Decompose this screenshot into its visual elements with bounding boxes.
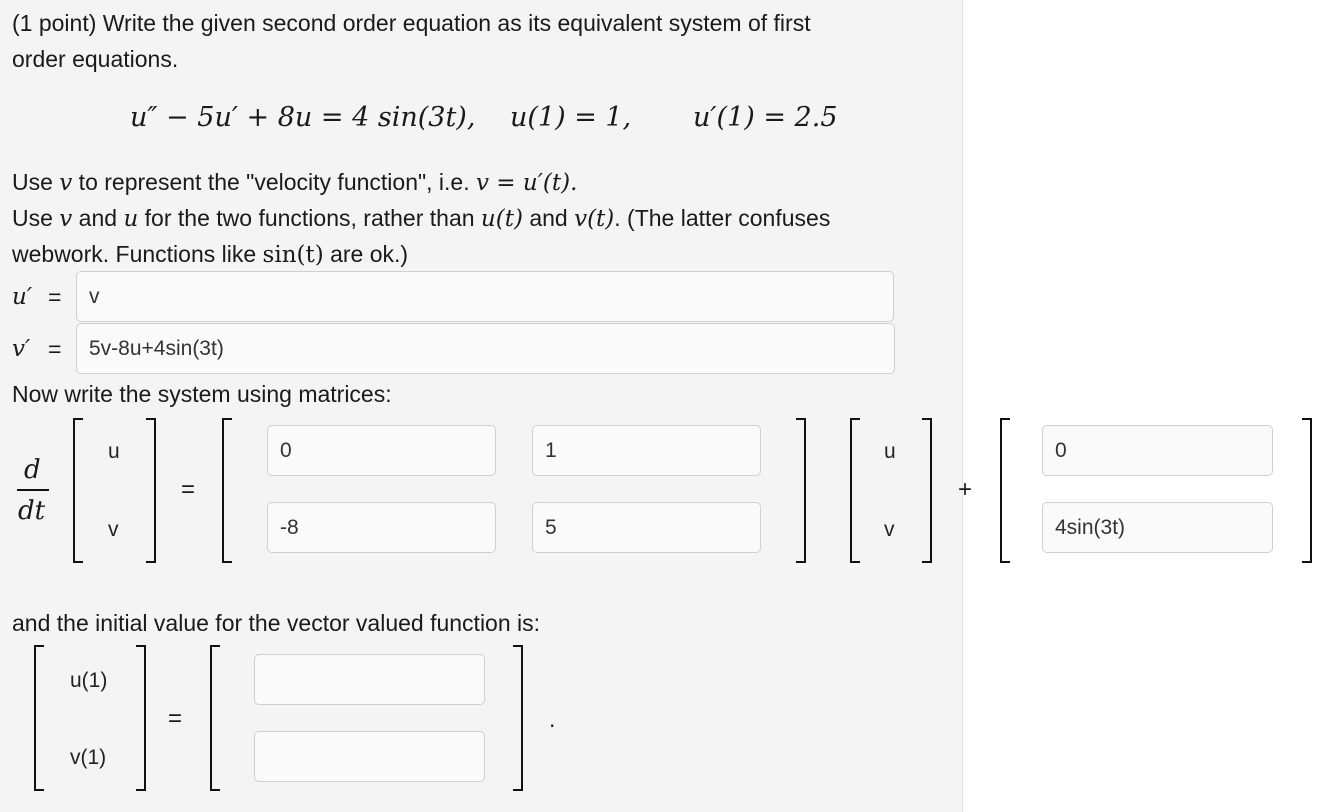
rhs-bracket-left [850, 418, 860, 563]
forcing-2-input[interactable] [1042, 502, 1273, 553]
initial-u1-input[interactable] [254, 654, 485, 705]
v-prime-label: v′ [12, 336, 31, 362]
ode-equation: u″ − 5u′ + 8u = 4 sin(3t), [130, 102, 476, 133]
instruction-line2 [12, 203, 830, 234]
instruction-line1 [12, 167, 577, 198]
derivative-denominator: dt [18, 496, 46, 526]
instr2-and: and [72, 205, 124, 231]
rhs-vector-u: u [884, 440, 896, 463]
matrix-bracket-left [222, 418, 232, 563]
fraction-bar [17, 489, 49, 491]
instr2-ut: u(t) [480, 206, 523, 232]
instr2-u: u [123, 206, 139, 232]
instruction-line3 [12, 239, 408, 270]
instr2-v: v [59, 206, 73, 232]
instr1-text-b: to represent the "velocity function", i.e. [72, 169, 476, 195]
forcing-bracket-left [1000, 418, 1010, 563]
instr2-text-b: for the two functions, rather than [138, 205, 481, 231]
initial-condition-uprime: u′(1) = 2.5 [693, 102, 838, 133]
matrix-a22-input[interactable] [532, 502, 761, 553]
instr1-text-a: Use [12, 169, 60, 195]
u-prime-label: u′ [12, 284, 33, 310]
instr2-text-c: . (The latter confuses [614, 205, 831, 231]
lhs-vector-v: v [108, 518, 119, 541]
initial-v1-input[interactable] [254, 731, 485, 782]
lhs-bracket-left [73, 418, 83, 563]
lhs-vector-u: u [108, 440, 120, 463]
forcing-1-input[interactable] [1042, 425, 1273, 476]
derivative-numerator: d [24, 455, 41, 485]
initial-condition-u: u(1) = 1, [510, 102, 632, 133]
initial-heading: and the initial value for the vector valued function is: [12, 610, 541, 636]
instr2-text-a: Use [12, 205, 60, 231]
matrix-a12-input[interactable] [532, 425, 761, 476]
initial-lhs-bracket-left [34, 645, 44, 791]
plus-sign: + [958, 476, 973, 503]
matrix-a11-input[interactable] [267, 425, 496, 476]
matrix-equals: = [181, 476, 196, 503]
rhs-vector-v: v [884, 518, 895, 541]
instr1-v: v [59, 170, 73, 196]
u-prime-input[interactable] [76, 271, 894, 322]
v-prime-input[interactable] [76, 323, 895, 374]
initial-label-v1: v(1) [70, 746, 107, 769]
instr2-vt: v(t) [574, 206, 615, 232]
initial-rhs-bracket-right [513, 645, 523, 791]
matrix-heading: Now write the system using matrices: [12, 381, 392, 407]
matrix-bracket-right [796, 418, 806, 563]
problem-prompt-line2: order equations. [12, 46, 179, 72]
instr3-sin: sin(t) [262, 242, 324, 268]
instr2-and2: and [522, 205, 575, 231]
initial-rhs-bracket-left [210, 645, 220, 791]
initial-equals: = [168, 705, 183, 732]
initial-label-u1: u(1) [70, 669, 108, 692]
rhs-bracket-right [922, 418, 932, 563]
problem-prompt-line1: (1 point) Write the given second order equation as its equivalent system of first [12, 10, 811, 36]
lhs-bracket-right [146, 418, 156, 563]
initial-period: . [549, 706, 556, 732]
forcing-bracket-right [1302, 418, 1312, 563]
u-prime-equals: = [48, 284, 62, 310]
instr1-math: v = u′(t). [476, 170, 578, 196]
v-prime-equals: = [48, 336, 62, 362]
instr3-text-b: are ok.) [323, 241, 409, 267]
instr3-text-a: webwork. Functions like [12, 241, 263, 267]
initial-lhs-bracket-right [136, 645, 146, 791]
matrix-a21-input[interactable] [267, 502, 496, 553]
